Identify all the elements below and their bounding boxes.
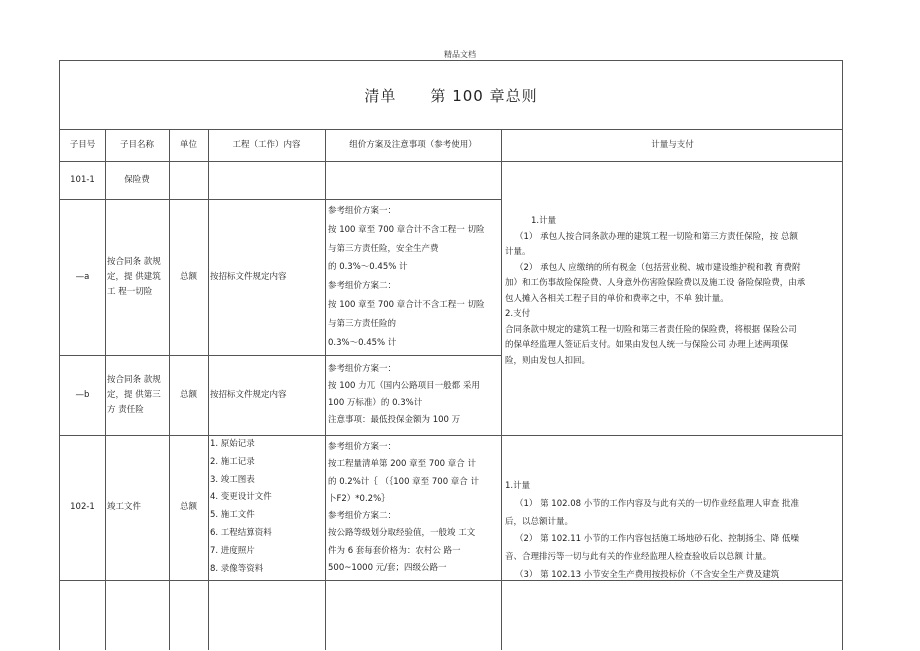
row-code: 101-1 xyxy=(70,174,95,185)
bill-table xyxy=(59,60,843,650)
row-name: 按合同条 款规 定，提 供建筑 工 程一切险 xyxy=(107,256,161,297)
col-header-plan: 组价方案及注意事项（参考使用） xyxy=(349,139,477,150)
row-plan: 参考组价方案一： 按工程量清单第 200 章至 700 章合 计 的 0.2%计｛ （｛100 章至 700 章合 计 卜F2）*0.2%｝ 参考组价方案二： 按公路等级划分取经验值，一般竣 工文 件为 6 套每套价格为：农村公 路一 500~1000 元/套；四级公路一 xyxy=(328,442,480,574)
grid-line xyxy=(325,129,326,650)
col-header-unit: 单位 xyxy=(179,139,197,150)
row-name: 保险费 xyxy=(124,174,150,185)
grid-line xyxy=(60,161,842,162)
payment-block-insurance: 1.计量 （1） 承包人按合同条款办理的建筑工程一切险和第三方责任保险，按 总额 计量。 （2） 承包人 应缴纳的所有税金（包括营业税、城市建设维护税和教 育费附 加）和工伤事故险保险费、人身意外伤害险保险费以及施工设 备险保险费，由承 包人摊入各相关工程子目的单价和费率之中，不单 独计量。 2.支付 合同条款中规定的建筑工程一切险和第三者责任险的保险费，将根据 保险公司 的保单经监理人签证后支付。如果由发包人统一与保险公司 办理上述两项保 险，则由发包人扣回。 xyxy=(505,216,806,366)
row-content: 按招标文件规定内容 xyxy=(210,389,287,400)
row-content: 按招标文件规定内容 xyxy=(210,271,287,282)
row-code: —a xyxy=(75,271,90,282)
header-mark: 精品文档 xyxy=(444,50,476,59)
payment-block-completion: 1.计量 （1） 第 102.08 小节的工作内容及与此有关的一切作业经监理人审查 批准 后，以总额计量。 （2） 第 102.11 小节的工作内容包括施工场地砂石化、控制扬尘、降 低噪 音、合理排污等一切与此有关的作业经监理人检查验收后以总额 计量。 （3） 第 102.13 小节安全生产费用按投标价（不含安全生产费及建筑 xyxy=(505,481,799,580)
row-unit: 总额 xyxy=(179,502,197,512)
row-name: 竣工文件 xyxy=(107,502,142,512)
col-header-payment: 计量与支付 xyxy=(651,139,694,150)
row-unit: 总额 xyxy=(179,271,197,282)
row-code: —b xyxy=(75,389,90,400)
col-header-name: 子目名称 xyxy=(119,139,154,150)
row-name: 按合同条 款规 定，提 供第三 方 责任险 xyxy=(107,374,161,415)
grid-line xyxy=(208,129,209,650)
col-header-content: 工程（工作）内容 xyxy=(232,139,301,150)
row-unit: 总额 xyxy=(179,389,197,400)
col-header-code: 子目号 xyxy=(69,139,96,150)
table-title xyxy=(60,61,842,130)
row-plan: 参考组价方案一： 按 100 力兀（国内公路项目一般都 采用 100 万标准）的 0.3%计 注意事项：最低投保金额为 100 万 xyxy=(328,364,480,425)
row-plan: 参考组价方案一： 按 100 章至 700 章合计不含工程一 切险 与第三方责任险，安全生产费 的 0.3%～0.45% 计 参考组价方案二： 按 100 章至 700 章合计不含工程一 切险 与第三方责任险的 0.3%～0.45% 计 xyxy=(328,206,485,348)
row-content: 1. 原始记录 2. 施工记录 3. 竣工图表 4. 变更设计文件 5. 施工文件 6. 工程结算资料 7. 进度照片 8. 录像等资料 xyxy=(210,439,272,574)
row-code: 102-1 xyxy=(70,502,95,512)
title-right: 第 100 章总则 xyxy=(430,86,538,105)
title-left: 清单 xyxy=(364,86,397,105)
